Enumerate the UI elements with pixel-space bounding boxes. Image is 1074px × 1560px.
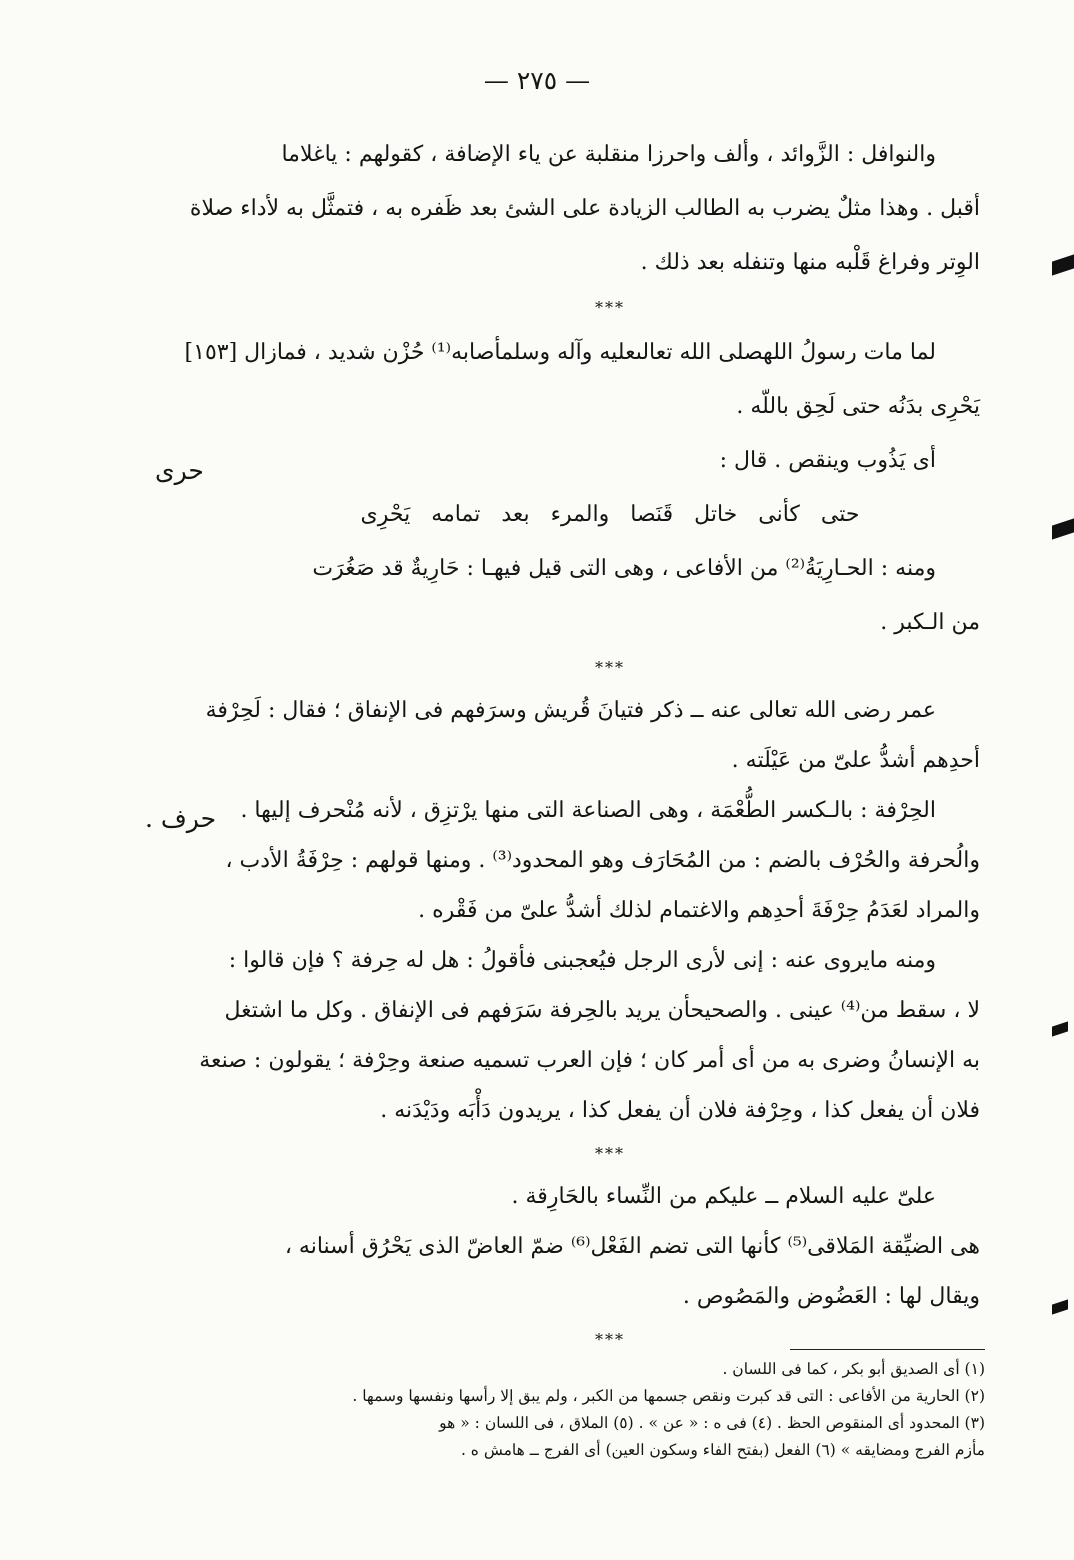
text-line: هى الضيِّقة المَلاقى⁽⁵⁾ كأنها التى تضم الفَعْل⁽⁶⁾ ضمّ العاضّ الذى يَحْرُق أسنانه ، [284, 1234, 980, 1259]
section-separator: *** [595, 1330, 625, 1349]
footnote: (١) أى الصديق أبو بكر ، كما فى اللسان . [722, 1360, 985, 1378]
text-line: لما مات رسولُ اللهصلى الله تعالىعليه وآله وسلمأصابه⁽¹⁾ حُزْن شديد ، فمازال [١٥٣] [184, 340, 936, 365]
text-line: علىّ عليه السلام ــ عليكم من النِّساء بالحَارِقة . [511, 1184, 936, 1209]
text-line: أى يَذُوب وينقص . قال : [719, 448, 936, 473]
text-line: يَحْرِى بدَنُه حتى لَحِق باللّه . [736, 394, 980, 419]
footnote: (٢) الحارية من الأفاعى : التى قد كبرت ونقص جسمها من الكبر ، ولم يبق إلا رأسها ونفسها وسمها . [352, 1387, 985, 1405]
text-line: والُحرفة والحُرْف بالضم : من المُحَارَف وهو المحدود⁽³⁾ . ومنها قولهم : حِرْفَةُ الأدب ، [225, 848, 980, 873]
text-line: ومنه : الحـارِيَةُ⁽²⁾ من الأفاعى ، وهى التى قيل فيهـا : حَارِيةٌ قد صَغُرَت [312, 556, 936, 581]
margin-root-word: حرف . [145, 804, 217, 833]
text-line: الوِتر وفراغ قَلْبه منها وتنفله بعد ذلك . [640, 250, 980, 275]
text-line: من الـكبر . [880, 610, 980, 635]
margin-root-word: حرى [155, 456, 204, 485]
page-edge-mark [1052, 1021, 1068, 1036]
text-line: لا ، سقط من⁽⁴⁾ عينى . والصحيحأن يريد بالحِرفة سَرَفهم فى الإنفاق . وكل ما اشتغل [224, 998, 980, 1023]
section-separator: *** [595, 298, 625, 317]
page-edge-mark [1052, 518, 1074, 539]
page-edge-mark [1052, 1299, 1068, 1314]
page-number: — ٢٧٥ — [483, 66, 591, 95]
page-edge-mark [1052, 254, 1074, 275]
text-line: والمراد لعَدَمُ حِرْفَةَ أحدِهم والاغتمام لذلك أشدُّ علىّ من فَقْره . [418, 898, 980, 923]
footnotes [255, 1356, 985, 1464]
text-line: والنوافل : الزَّوائد ، وألف واحرزا منقلبة عن ياء الإضافة ، كقولهم : ياغلاما [281, 142, 936, 167]
footnote: (٣) المحدود أى المنقوص الحظ . (٤) فى ه : « عن » . (٥) الملاق ، فى اللسان : « هو [439, 1414, 985, 1432]
section-separator: *** [595, 658, 625, 677]
footnote: مأزم الفرج ومضايقه » (٦) الفعل (بفتح الفاء وسكون العين) أى الفرج ــ هامش ه . [460, 1441, 985, 1459]
text-line: ومنه مايروى عنه : إنى لأرى الرجل فيُعجبنى فأقولُ : هل له حِرفة ؟ فإن قالوا : [228, 948, 936, 973]
text-line: أقبل . وهذا مثلٌ يضرب به الطالب الزيادة على الشئ بعد ظَفره به ، فتمثَّل به لأداء صلاة [189, 196, 980, 221]
text-line: الحِرْفة : بالـكسر الطُّعْمَة ، وهى الصناعة التى منها يرْتزِق ، لأنه مُنْحرف إليها . [240, 798, 936, 823]
text-line: به الإنسانُ وضرى به من أى أمر كان ؛ فإن العرب تسميه صنعة وحِرْفة ؛ يقولون : صنعة [199, 1048, 980, 1073]
footnote-rule [790, 1349, 985, 1350]
text-line: ويقال لها : العَضُوض والمَصُوص . [682, 1284, 980, 1309]
section-separator: *** [595, 1144, 625, 1163]
text-line: أحدِهم أشدُّ علىّ من عَيْلَته . [731, 748, 980, 773]
text-line: فلان أن يفعل كذا ، وحِرْفة فلان أن يفعل كذا ، يريدون دَأْبَه ودَيْدَنه . [380, 1098, 980, 1123]
poetry-verse: حتى كأنى خاتل قَنَصا والمرء بعد تمامه يَحْرِى [360, 502, 860, 527]
text-line: عمر رضى الله تعالى عنه ــ ذكر فتيانَ قُريش وسرَفهم فى الإنفاق ؛ فقال : لَحِرْفة [205, 698, 936, 723]
main-text [184, 128, 980, 1358]
